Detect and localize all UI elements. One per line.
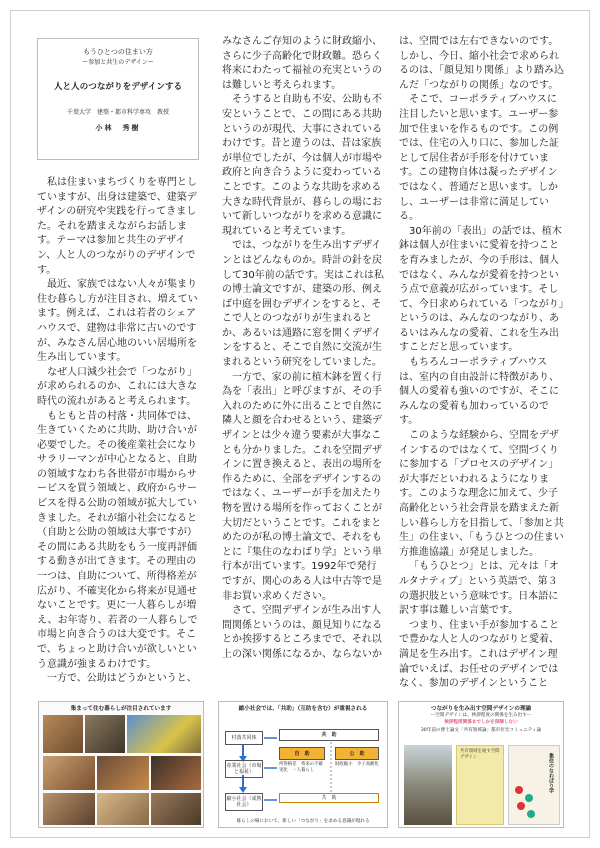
series-title: もうひとつの住まい方 bbox=[83, 48, 153, 56]
alley-photo bbox=[404, 745, 452, 825]
shared-house-photo bbox=[85, 715, 125, 753]
shared-house-photo bbox=[127, 715, 201, 753]
kyojo-box-bottom: 共 助 bbox=[279, 793, 379, 803]
panel-subtitle: ー空間デザインは、挨拶程度の関係を生み出すー bbox=[430, 713, 532, 718]
jijo-factors: 所得格差 将来の不確実化 一人暮らし bbox=[279, 762, 323, 773]
article-title: 人と人のつながりをデザインする bbox=[53, 82, 183, 92]
paragraph: 一方で、公助はどうかというと、 bbox=[47, 673, 197, 685]
book-cover-image bbox=[456, 745, 504, 825]
shared-house-photo bbox=[151, 793, 201, 825]
paragraph: 私は住まいまちづくりを専門としていますが、出身は建築で、建築デザインの研究や実践を行ってきました。それを踏まえながらお話します。テーマは参加と共生のデザイン、人と人のつながりのデザインです。 bbox=[37, 177, 197, 276]
paragraph: みなさんご存知のように財政縮小、さらに少子高齢化で財政難。恐らく将来にわたって福祉の充実というのは難しいと考えられます。 bbox=[222, 36, 382, 91]
paragraph: なぜ人口減少社会で「つながり」が求められるのか、これには大きな時代の流れがあると考えられます。 bbox=[37, 366, 197, 407]
series-subtitle: ー参加と共生のデザインー bbox=[82, 59, 154, 66]
body-column-2 bbox=[222, 35, 386, 697]
photo-collage-panel bbox=[38, 701, 204, 828]
kyojo-diagram-panel bbox=[218, 701, 388, 828]
node-shrinking-society: 縮小社会（成熟社会） bbox=[225, 793, 263, 811]
paragraph: 「もうひとつ」とは、元々は「オルタナティブ」という英語で、第３の選択肢という意味です。日本語に訳す事は難しい言葉です。 bbox=[399, 561, 559, 617]
title-box bbox=[37, 38, 199, 160]
paragraph: 一方で、家の前に植木鉢を置く行為を「表出」と呼びますが、その手入れのために外に出ることで自然に隣人と顔を合わせるという、建築デザインとは少々違う要素が大事なことも分かりました。これを空間デザインに置き換えると、表出の場所を作るために、全部をデザインするのではなく、ユーザーが手を加えたり物を置ける場所を作っておくことが大切だということです。これをまとめたのが私の博士論文で、それをもとに『集住のなわばり学』という単行本が出ています。1992年で発行ですが、関心のある人は中古等で是非お買い求めください。 bbox=[222, 371, 382, 602]
panel-caption: つながりを生み出す空間デザインの理論 bbox=[430, 706, 532, 712]
book-title-label: 集住のなわばり学 bbox=[548, 753, 554, 793]
shared-house-photo bbox=[43, 756, 95, 790]
paragraph: では、つながりを生み出すデザインとはどんなものか。時計の針を戻して30年前の話です。実はこれは私の博士論文ですが、建築の形、例えば中庭を囲むデザインをすると、そこで人とのつながりが生まれるとか、あるいは通路に窓を開くデザインをすると、そこで自然に交流が生まれるという研究をしていました。 bbox=[222, 240, 384, 369]
node-industrial-society: 産業社会（市場と福祉） bbox=[225, 760, 263, 778]
paragraph: さて、空間デザインが生み出す人間関係というのは、顔見知りになるとか挨拶するところまでで、それ以上の深い関係になるか、ならないか bbox=[222, 605, 382, 660]
jijo-box: 自 助 bbox=[279, 747, 325, 760]
shared-house-photo bbox=[43, 715, 83, 753]
kyojo-box: 共 助 bbox=[279, 729, 379, 741]
paragraph: 30年前の「表出」の話では、植木鉢は個人が住まいに愛着を持つことを育みましたが、今の手形は、個人ではなく、みんなが愛着を持つという点で意義が広がっています。そして、今日求められている「つながり」というのは、みんなのつながり、あるいはみんなの愛着、これを生み出すことだと思っています。 bbox=[399, 225, 564, 354]
shared-house-photo bbox=[151, 756, 201, 790]
kojo-factors: 財政縮小 少子高齢化 bbox=[335, 762, 379, 767]
paragraph: そうすると自助も不安、公助も不安ということで、この間にある共助というのが現代、大事にされているわけです。昔と違うのは、昔は家族が単位でしたが、今は個人が市場や政府と向き合うように変わっていることです。このような共助を求める大きな時代背景が、暮らしの場において新しいつながりを求める意識に現れていると考えています。 bbox=[222, 94, 382, 237]
paragraph: は、空間では左右できないのです。しかし、今日、縮小社会で求められるのは、「顔見知り関係」より踏み込んだ「つながりの関係」なのです。 bbox=[399, 36, 564, 91]
node-village-community: 村落共同体 bbox=[225, 731, 263, 745]
book-cover-image bbox=[508, 745, 560, 825]
author-affiliation: 千葉大学 建築・都市科学専攻 教授 bbox=[66, 109, 169, 116]
body-column-1 bbox=[37, 176, 199, 696]
author-name: 小林 秀樹 bbox=[95, 124, 141, 132]
panel-footer: 暮らしの場において、新しい「つながり」を求める意識が現れる bbox=[236, 819, 370, 824]
book-cover-label: 共有領域を通す空間デザイン bbox=[460, 749, 500, 760]
paragraph: そこで、コーポラティブハウスに注目したいと思います。ユーザー参加で住まいを作るものです。この例では、住宅の入り口に、参加した証として居住者が手形を付けています。この建物自体は凝ったデザインではなく、普通だと思います。しかし、ユーザーは非常に満足している。 bbox=[399, 94, 559, 223]
kojo-box: 公 助 bbox=[335, 747, 379, 760]
paragraph: このような経験から、空間をデザインするのではなくて、空間づくりに参加する「プロセスのデザイン」が大事だといわれるようになります。このような理念に加えて、少子高齢化という社会背景を踏まえた新しい暮らし方を目指して、「参加と共生」の住まい、「もうひとつの住まい方推進協議」が発足しました。 bbox=[399, 430, 564, 558]
shared-house-photo bbox=[97, 756, 149, 790]
shared-house-photo bbox=[43, 793, 95, 825]
panel-highlight: 挨拶程度関係までしかを保障しない bbox=[444, 719, 518, 725]
panel-caption: 縮小社会では、「共助」（互助を含む）が重視される bbox=[238, 706, 368, 712]
panel-caption: 集まって住む暮らしが注目されています bbox=[70, 706, 172, 712]
paragraph: 最近、家族ではない人々が集まり住む暮らし方が注目され、増えています。例えば、これは若者のシェアハウスで、建物は非常に古いのですが、みなさん居心地のいい居場所を生み出しています。 bbox=[37, 279, 198, 364]
paragraph: もちろんコーポラティブハウスは、室内の自由設計に特徴があり、個人の愛着も強いのですが、そこにみんなの愛着も加わっているのです。 bbox=[399, 357, 559, 427]
book-caption: 30年前の博士論文「共有領域論」都市住宅コミュニティ論 bbox=[420, 728, 542, 733]
paragraph: もともと昔の村落・共同体では、生きていくために共助、助け合いが必要でした。その後産業社会になりサラリーマンが中心となると、自助の領域すなわち各世帯が市場からサービスを買う領域と、政府からサービスを得る公助の領域が拡大していきました。それが縮小社会になると（自助と公助の領域は大事ですが）その間にある共助をもう一度再評価する動きが出てきます。その理由の一つは、自助について、所得格差が広がり、不確実化から将来が見通せないことです。更に一人暮らしが増え、お年寄り、若者の一人暮らしで市場と向き合うのは大変です。そこで、ちょっと助け合いが欲しいという意識が強まるわけです。 bbox=[37, 410, 198, 670]
body-column-3 bbox=[399, 35, 564, 697]
paragraph: つまり、住まい手が参加することで豊かな人と人のつながりと愛着、満足を生み出す。これはデザイン理論でいえば、お任せのデザインではなく、参加のデザインということ bbox=[399, 619, 559, 690]
shared-house-photo bbox=[97, 793, 149, 825]
space-design-theory-panel bbox=[398, 701, 564, 828]
